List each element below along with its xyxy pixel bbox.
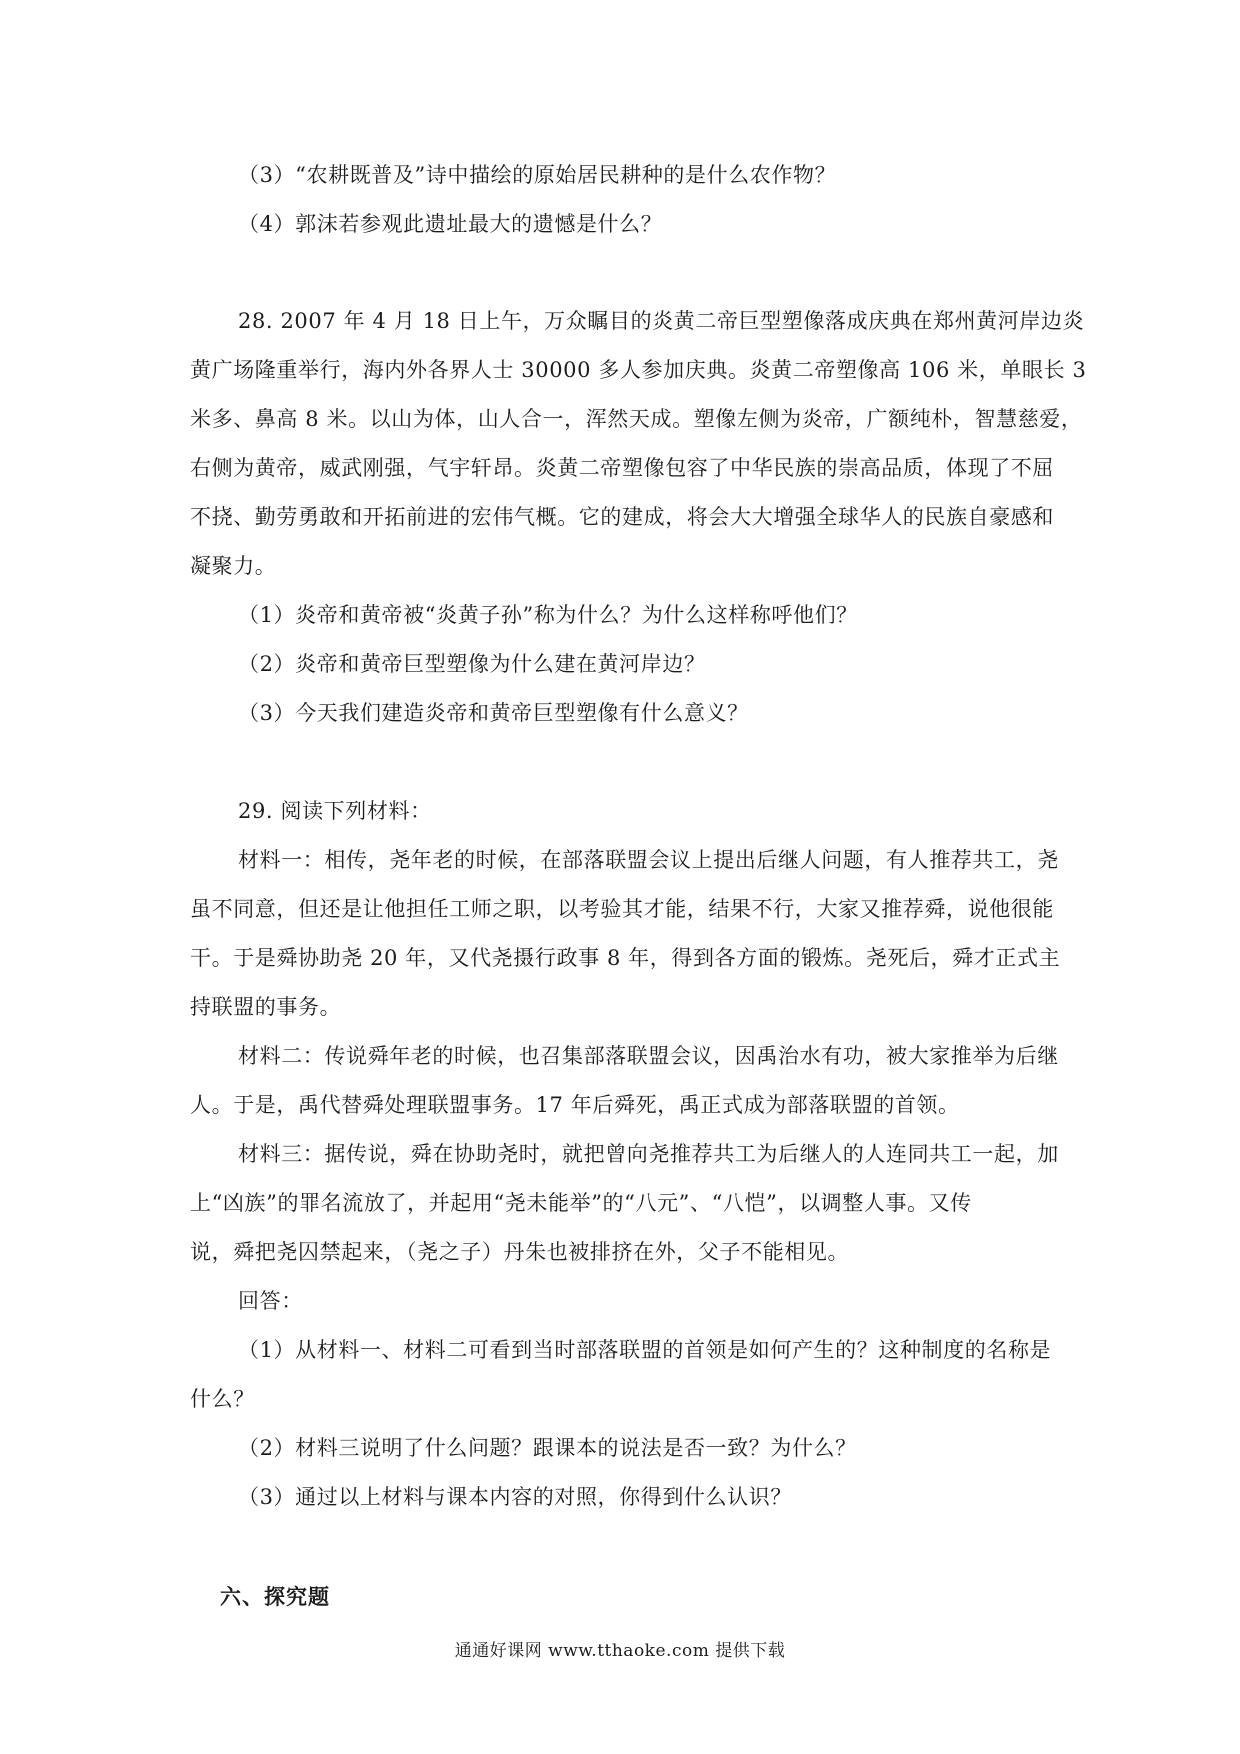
q29-subquestion-1-line: （1）从材料一、材料二可看到当时部落联盟的首领是如何产生的？这种制度的名称是 xyxy=(238,1338,1052,1362)
q28-paragraph-line: 凝聚力。 xyxy=(190,554,277,578)
q29-material-2-line: 材料二：传说舜年老的时候，也召集部落联盟会议，因禹治水有功，被大家推举为后继 xyxy=(238,1044,1059,1068)
q29-subquestion-2: （2）材料三说明了什么问题？跟课本的说法是否一致？为什么？ xyxy=(238,1436,857,1460)
section-6-heading: 六、探究题 xyxy=(220,1585,330,1609)
q28-subquestion-2: （2）炎帝和黄帝巨型塑像为什么建在黄河岸边？ xyxy=(238,652,706,676)
q27-subquestion-4: （4）郭沫若参观此遗址最大的遗憾是什么？ xyxy=(238,212,663,236)
q29-material-3-line: 说，舜把尧囚禁起来，（尧之子）丹朱也被排挤在外，父子不能相见。 xyxy=(190,1240,850,1264)
q28-paragraph-line: 28. 2007 年 4 月 18 日上午，万众瞩目的炎黄二帝巨型塑像落成庆典在郑州黄河岸边炎 xyxy=(238,309,1085,333)
page-footer: 通通好课网 www.tthaoke.com 提供下载 xyxy=(454,1641,786,1661)
q28-paragraph-line: 米多、鼻高 8 米。以山为体，山人合一，浑然天成。塑像左侧为炎帝，广额纯朴，智慧慈爱， xyxy=(190,407,1083,431)
q29-material-1-line: 干。于是舜协助尧 20 年，又代尧摄行政事 8 年，得到各方面的锻炼。尧死后，舜才正式主 xyxy=(190,946,1061,970)
q29-subquestion-1-line: 什么？ xyxy=(190,1387,255,1411)
q28-paragraph-line: 不挠、勤劳勇敢和开拓前进的宏伟气概。它的建成，将会大大增强全球华人的民族自豪感和 xyxy=(190,505,1054,529)
q29-material-3-line: 上“凶族”的罪名流放了，并起用“尧未能举”的“八元”、“八恺”，以调整人事。又传 xyxy=(190,1191,972,1215)
q28-subquestion-1: （1）炎帝和黄帝被“炎黄子孙”称为什么？为什么这样称呼他们？ xyxy=(238,603,858,627)
q28-paragraph-line: 右侧为黄帝，威武刚强，气宇轩昂。炎黄二帝塑像包容了中华民族的崇高品质，体现了不屈 xyxy=(190,456,1054,480)
q28-subquestion-3: （3）今天我们建造炎帝和黄帝巨型塑像有什么意义？ xyxy=(238,701,749,725)
q29-subquestion-3: （3）通过以上材料与课本内容的对照，你得到什么认识？ xyxy=(238,1485,792,1509)
q29-material-1-line: 持联盟的事务。 xyxy=(190,995,342,1019)
q29-title: 29. 阅读下列材料： xyxy=(238,799,432,823)
q29-material-2-line: 人。于是，禹代替舜处理联盟事务。17 年后舜死，禹正式成为部落联盟的首领。 xyxy=(190,1093,960,1117)
q29-material-1-line: 虽不同意，但还是让他担任工师之职，以考验其才能，结果不行，大家又推荐舜，说他很能 xyxy=(190,897,1054,921)
q29-material-3-line: 材料三：据传说，舜在协助尧时，就把曾向尧推荐共工为后继人的人连同共工一起，加 xyxy=(238,1142,1059,1166)
q29-answer-label: 回答： xyxy=(238,1289,303,1313)
q29-material-1-line: 材料一：相传，尧年老的时候，在部落联盟会议上提出后继人问题，有人推荐共工，尧 xyxy=(238,848,1059,872)
q27-subquestion-3: （3）“农耕既普及”诗中描绘的原始居民耕种的是什么农作物？ xyxy=(238,163,837,187)
q28-paragraph-line: 黄广场隆重举行，海内外各界人士 30000 多人参加庆典。炎黄二帝塑像高 106 米，单眼长 3 xyxy=(190,358,1087,382)
